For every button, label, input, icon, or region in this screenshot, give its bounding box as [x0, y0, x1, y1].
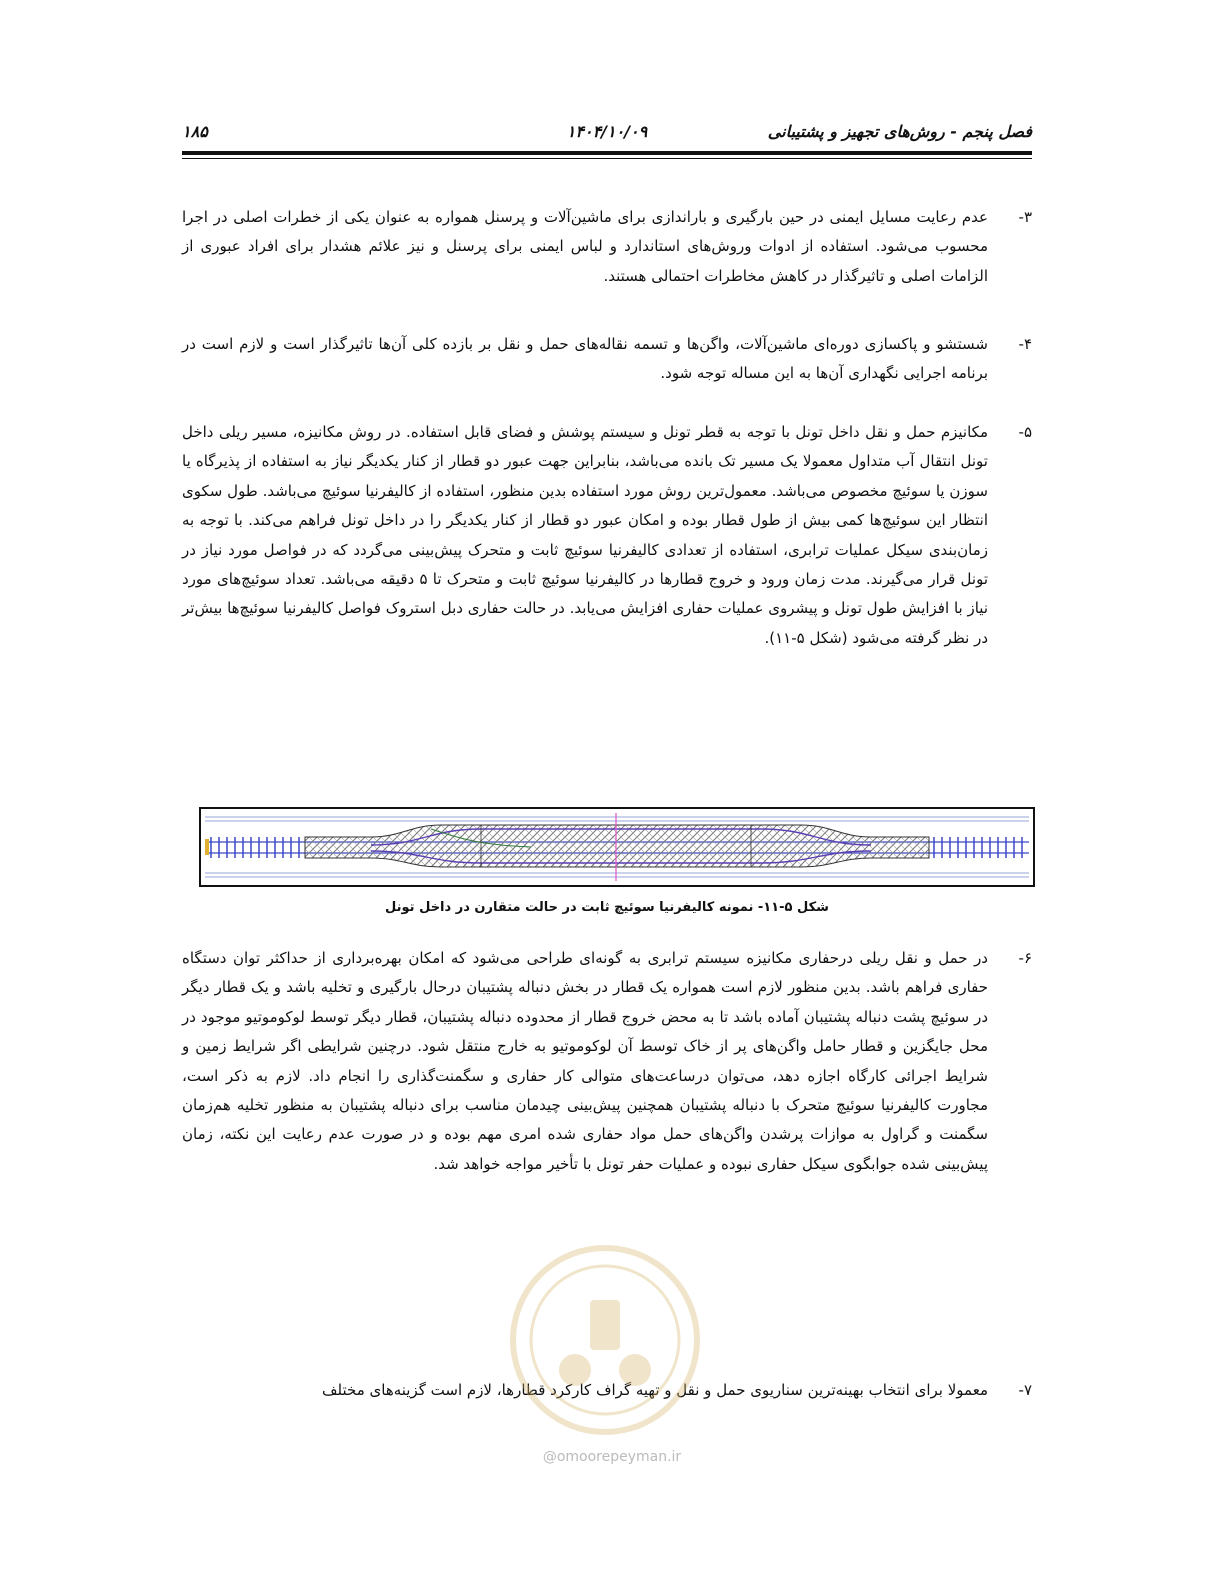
list-item-4: [182, 330, 1032, 389]
list-item-3: [182, 203, 1032, 291]
page-number: ۱۸۵: [182, 122, 208, 141]
item-text: شستشو و پاکسازی دوره‌ای ماشین‌آلات، واگن‌ها و تسمه نقاله‌های حمل و نقل بر بازده کلی آن‌ها تاثیرگذار است و لازم است در برنامه اجرایی نگهداری آن‌ها به این مساله توجه شود.: [182, 335, 988, 383]
page-header: [182, 118, 1032, 148]
switch-diagram: [201, 809, 1033, 885]
list-item-6: [182, 944, 1032, 1179]
watermark-seal-icon: [505, 1240, 705, 1440]
figure-caption: شکل ۵-۱۱- نمونه کالیفرنیا سوئیچ ثابت در حالت متقارن در داخل تونل: [385, 900, 829, 915]
item-number: ۷-: [1018, 1381, 1032, 1399]
item-number: ۴-: [1018, 335, 1032, 353]
item-number: ۳-: [1018, 208, 1032, 226]
item-text: مکانیزم حمل و نقل داخل تونل با توجه به قطر تونل و سیستم پوشش و فضای قابل استفاده. در روش مکانیزه، مسیر ریلی داخل تونل انتقال آب متداول معمولا یک مسیر تک بانده می‌باشد، بنابراین جهت عبور دو قطار از کنار یکدیگر نیاز به استفاده از پذیرگاه یا سوزن یا سوئیچ مخصوص می‌باشد. معمول‌ترین روش مورد استفاده بدین منظور، استفاده از کالیفرنیا سوئیچ می‌باشد. طول سکوی انتظار این سوئیچ‌ها کمی بیش از طول قطار بوده و امکان عبور دو قطار از کنار یکدیگر را در داخل تونل فراهم می‌کند. با توجه به زمان‌بندی سیکل عملیات ترابری، استفاده از تعدادی کالیفرنیا سوئیچ ثابت و متحرک پیش‌بینی می‌گردد که در فواصل مورد نیاز در تونل قرار می‌گیرند. مدت زمان ورود و خروج قطارها در کالیفرنیا سوئیچ ثابت و متحرک تا ۵ دقیقه می‌باشد. تعداد سوئیچ‌های مورد نیاز با افزایش طول تونل و پیشروی عملیات حفاری افزایش می‌یابد. در حالت حفاری دبل استروک فواصل کالیفرنیا سوئیچ‌ها بیش‌تر در نظر گرفته می‌شود (شکل ۵-۱۱).: [182, 423, 988, 647]
header-rule-thick: [182, 151, 1032, 155]
item-text: معمولا برای انتخاب بهینه‌ترین سناریوی حمل و نقل و تهیه گراف کارکرد قطارها، لازم است گزینه‌های مختلف: [322, 1381, 988, 1399]
header-rule-thin: [182, 158, 1032, 159]
item-text: در حمل و نقل ریلی درحفاری مکانیزه سیستم ترابری به گونه‌ای طراحی می‌شود که امکان بهره‌برداری از حداکثر توان دستگاه حفاری فراهم باشد. بدین منظور لازم است همواره یک قطار در بخش دنباله پشتیبان درحال بارگیری و تخلیه باشد و یک قطار دیگر در سوئیچ پشت دنباله پشتیبان آماده باشد تا به محض خروج قطار از محدوده دنباله پشتیبان، قطار دیگر توسط لوکوموتیو موجود در محل جایگزین و قطار حامل واگن‌های پر از خاک توسط آن لوکوموتیو به خارج منتقل شود. درچنین شرایطی اگر شرایط زمین و شرایط اجرائی کارگاه اجازه دهد، می‌توان درساعت‌های متوالی کار حفاری و سگمنت‌گذاری را انجام داد. لازم به ذکر است، مجاورت کالیفرنیا سوئیچ متحرک با دنباله پشتیبان همچنین پیش‌بینی چیدمان مناسب برای دنباله پشتیبان به منظور تخلیه هم‌زمان سگمنت و گراول به موازات پرشدن واگن‌های حمل مواد حفاری شده امری مهم بوده و در صورت عدم رعایت این نکته، زمان پیش‌بینی شده جوابگوی سیکل حفاری نبوده و عملیات حفر تونل با تأخیر مواجه خواهد شد.: [182, 949, 988, 1173]
watermark-site: @omoorepeyman.ir: [542, 1449, 682, 1465]
header-date: ۱۴۰۴/۱۰/۰۹: [566, 122, 648, 141]
item-text: عدم رعایت مسایل ایمنی در حین بارگیری و باراندازی برای ماشین‌آلات و پرسنل همواره به عنوان یکی از خطرات اصلی در اجرا محسوب می‌شود. استفاده از ادوات وروش‌های استاندارد و لباس ایمنی برای پرسنل و نیز علائم هشدار برای افراد عبوری از الزامات اصلی و تاثیرگذار در کاهش مخاطرات احتمالی هستند.: [182, 208, 988, 285]
item-number: ۵-: [1018, 423, 1032, 441]
item-number: ۶-: [1018, 949, 1032, 967]
chapter-title: فصل پنجم - روش‌های تجهیز و پشتیبانی: [767, 122, 1032, 141]
list-item-5: [182, 418, 1032, 653]
california-switch-figure: [199, 807, 1035, 887]
